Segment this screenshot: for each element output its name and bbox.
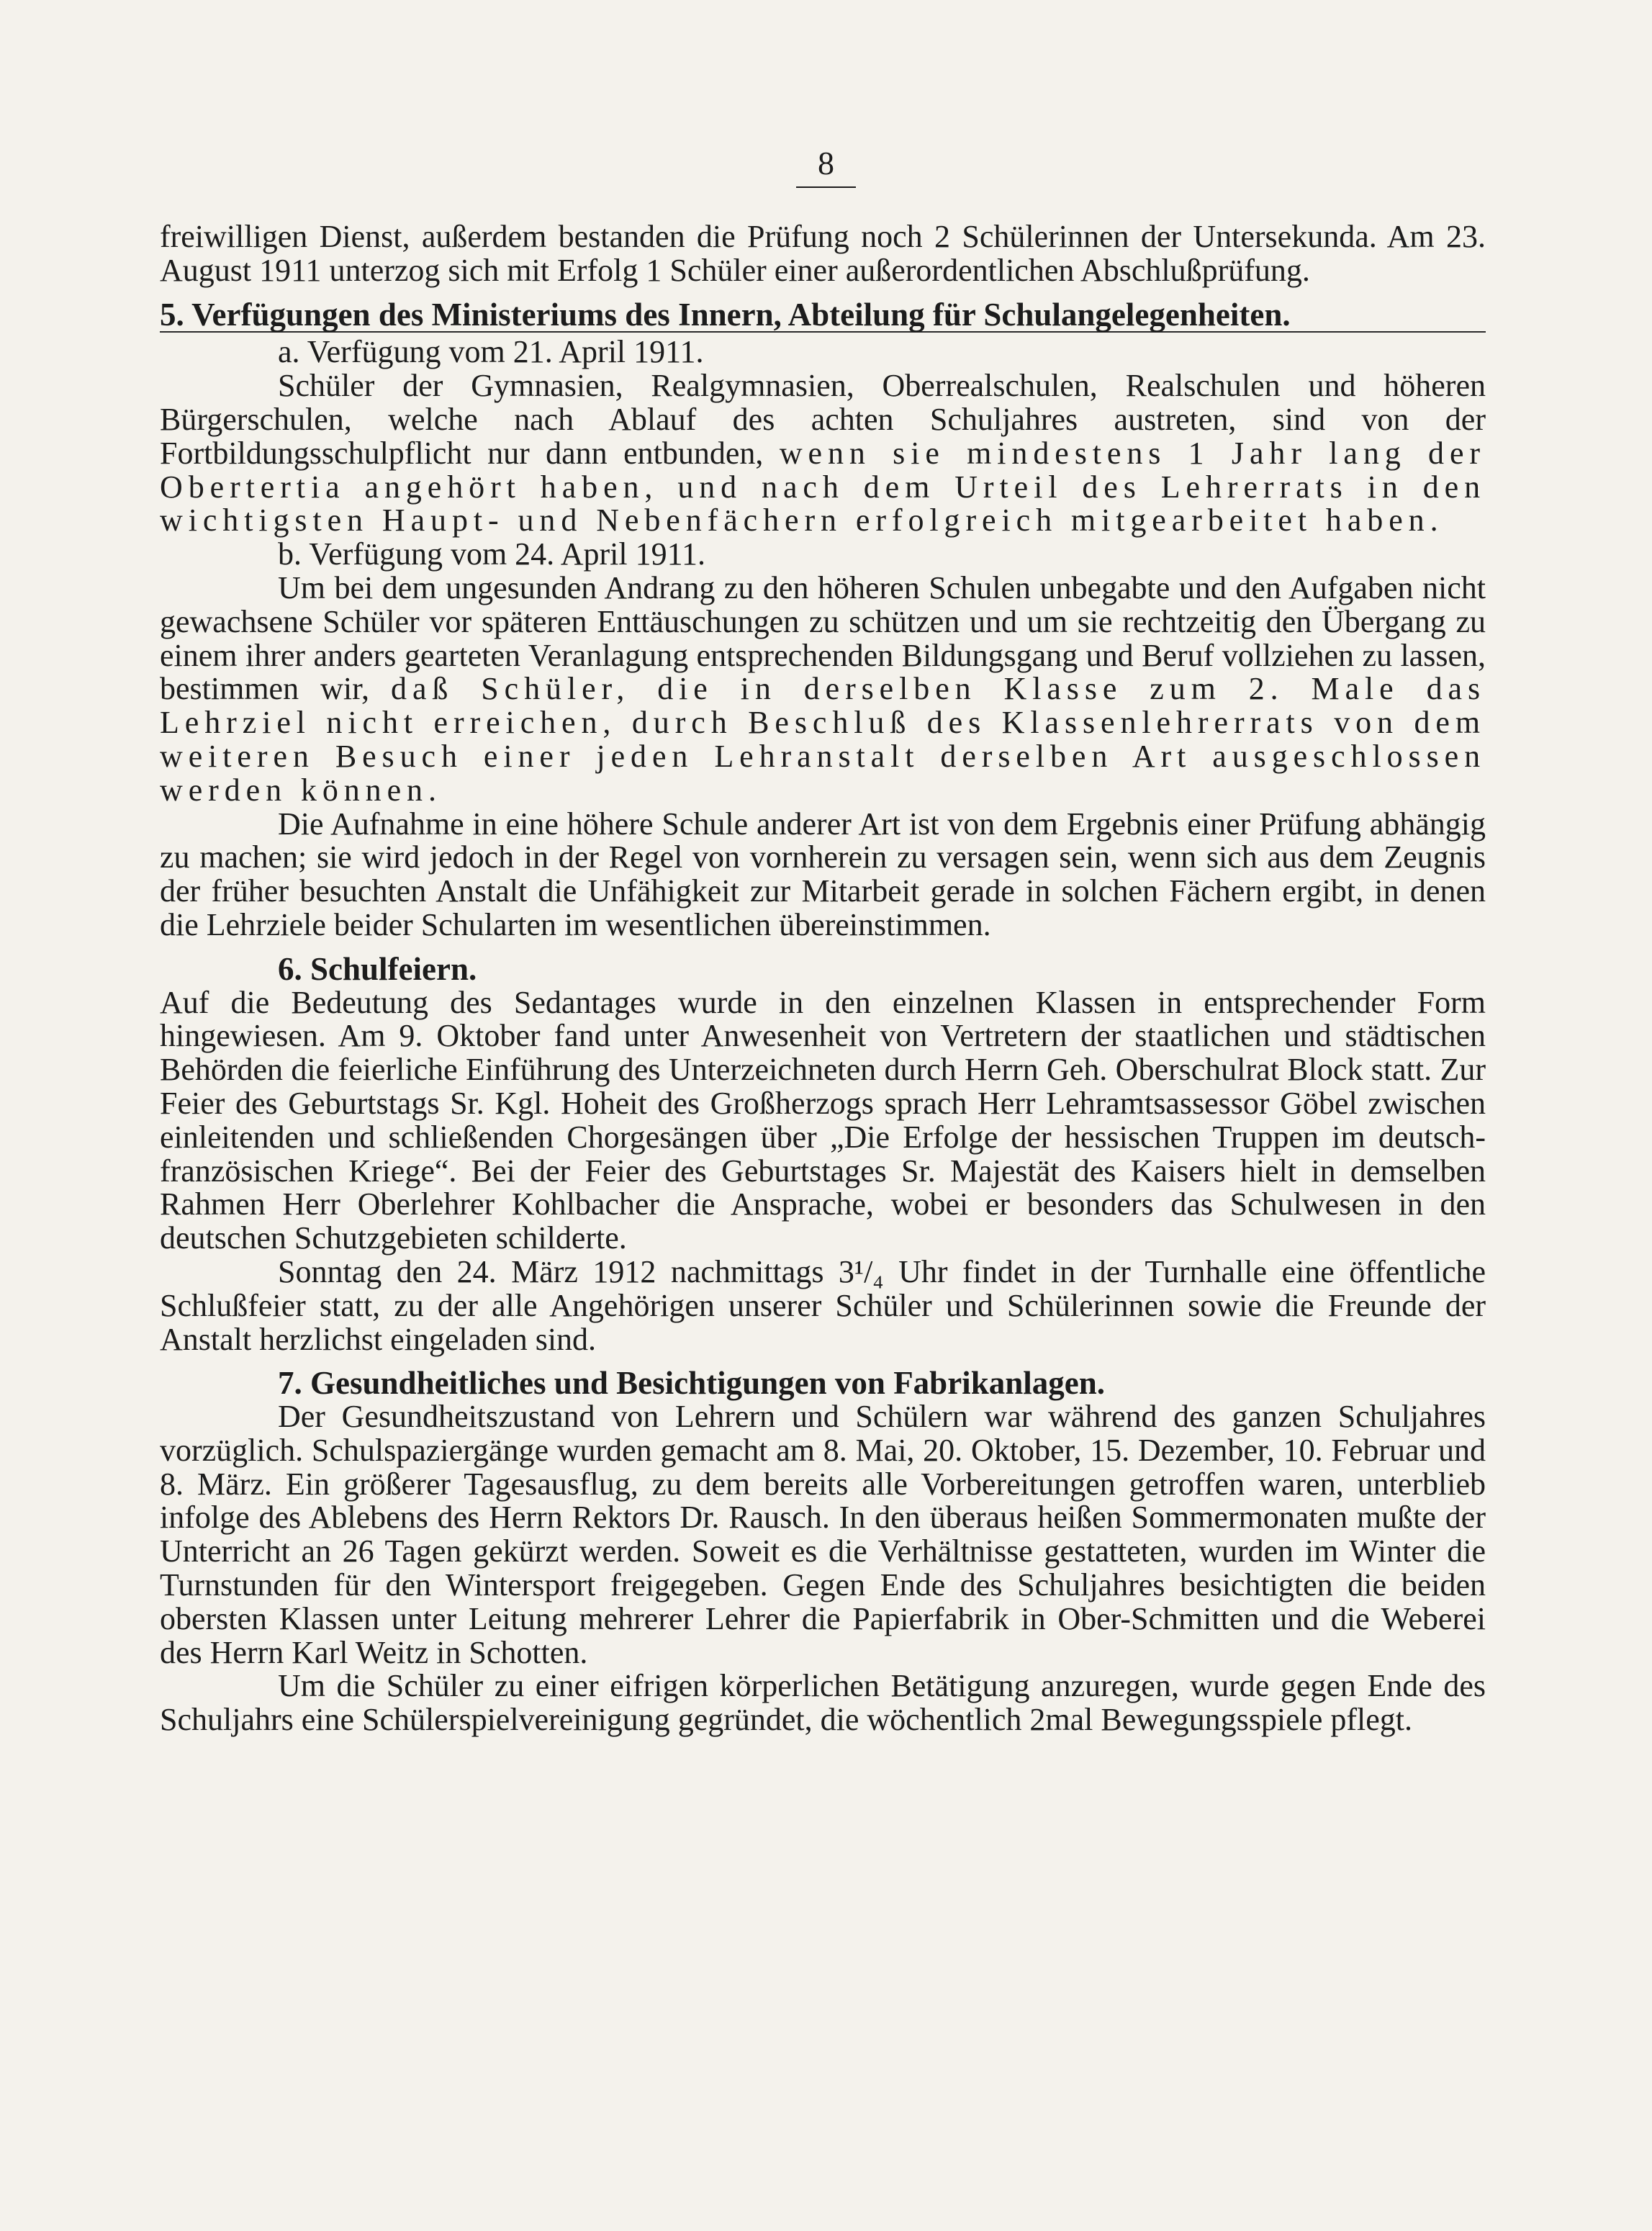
decree-b-text-emphasis: daß Schüler, die in derselben Klasse zum 2. Male das Lehrziel nicht erreichen, durch Beschluß des Klassenlehrerrats von dem weiteren Besuch einer jeden Lehranstalt derselben Art ausgeschlossen werden können. xyxy=(160,671,1486,808)
decree-a-title: a. Verfügung vom 21. April 1911. xyxy=(278,334,704,370)
decree-b-text xyxy=(160,569,1486,808)
section-6-paragraph-2: Sonntag den 24. März 1912 nachmittags 3¹/₄ Uhr findet in der Turnhalle eine öffentliche Schlußfeier statt, zu der alle Angehörigen unserer Schüler und Schülerinnen sowie die Freunde der Anstalt herzlichst eingeladen sind. xyxy=(160,1253,1486,1357)
decree-a-text xyxy=(160,369,1486,538)
section-5-heading: 5. Verfügungen des Ministeriums des Innern, Abteilung für Schulangelegenheiten. xyxy=(160,296,1291,333)
page-content xyxy=(160,220,1486,1737)
decree-b-text-2: Die Aufnahme in eine höhere Schule anderer Art ist von dem Ergebnis einer Prüfung abhängig zu machen; sie wird jedoch in der Regel von vornherein zu versagen sein, wenn sich aus dem Zeugnis der früher besuchten Anstalt die Unfähigkeit zur Mitarbeit gerade in solchen Fächern ergibt, in denen die Lehrziele beider Schularten im wesentlichen übereinstimmen. xyxy=(160,806,1486,942)
section-7-paragraph-1: Der Gesundheitszustand von Lehrern und Schülern war während des ganzen Schuljahres vorzüglich. Schulspaziergänge wurden gemacht am 8. Mai, 20. Oktober, 15. Dezember, 10. Februar und 8. März. Ein größerer Tagesausflug, zu dem bereits alle Vorbereitungen getroffen waren, unterblieb infolge des Ablebens des Herrn Rektors Dr. Rausch. In den überaus heißen Sommermonaten mußte der Unterricht an 26 Tagen gekürzt werden. Soweit es die Verhältnisse gestatteten, wurden im Winter die Turnstunden für den Wintersport freigegeben. Gegen Ende des Schuljahres besichtigten die beiden obersten Klassen unter Leitung mehrerer Lehrer die Papierfabrik in Ober-Schmitten und die Weberei des Herrn Karl Weitz in Schotten. xyxy=(160,1399,1486,1670)
section-6-paragraph-1: Auf die Bedeutung des Sedantages wurde in den einzelnen Klassen in entsprechender Form hingewiesen. Am 9. Oktober fand unter Anwesenheit von Vertretern der staatlichen und städtischen Behörden die feierliche Einführung des Unterzeichneten durch Herrn Geh. Oberschulrat Block statt. Zur Feier des Geburtstags Sr. Kgl. Hoheit des Großherzogs sprach Herr Lehramtsassessor Göbel zwischen einleitenden und schließenden Chorgesängen über „Die Erfolge der hessischen Truppen im deutsch-französischen Kriege“. Bei der Feier des Geburtstages Sr. Majestät des Kaisers hielt in demselben Rahmen Herr Oberlehrer Kohlbacher die Ansprache, wobei er besonders das Schulwesen in den deutschen Schutzgebieten schilderte. xyxy=(160,984,1486,1256)
page-number: 8 xyxy=(0,144,1652,188)
section-5 xyxy=(160,298,1486,942)
decree-a-text-plain: Schüler der Gymnasien, Realgymnasien, Oberrealschulen, Realschulen und höheren Bürgerschulen, welche nach Ablauf des achten Schuljahres austreten, sind von der Fortbildungsschulpflicht nur dann entbunden, xyxy=(160,368,1486,471)
section-7-paragraph-2: Um die Schüler zu einer eifrigen körperlichen Betätigung anzuregen, wurde gegen Ende des Schuljahrs eine Schülerspielvereinigung gegründet, die wöchentlich 2mal Bewegungsspiele pflegt. xyxy=(160,1668,1486,1738)
section-6-heading: 6. Schulfeiern. xyxy=(278,950,477,987)
decree-b-text-plain: Um bei dem ungesunden Andrang zu den höheren Schulen unbegabte und den Aufgaben nicht gewachsene Schüler vor späteren Enttäuschungen zu schützen und um sie rechtzeitig den Übergang zu einem ihrer anders gearteten Veranlagung entsprechenden Bildungsgang und Beruf vollziehen zu lassen, bestimmen wir, xyxy=(160,569,1486,707)
decree-b-title: b. Verfügung vom 24. April 1911. xyxy=(278,536,705,572)
intro-paragraph: freiwilligen Dienst, außerdem bestanden die Prüfung noch 2 Schülerinnen der Untersekunda. Am 23. August 1911 unterzog sich mit Erfolg 1 Schüler einer außerordentlichen Abschlußprüfung. xyxy=(160,219,1486,288)
section-7 xyxy=(160,1366,1486,1737)
decree-a-text-emphasis: wenn sie mindestens 1 Jahr lang der Obertertia angehört haben, und nach dem Urteil des Lehrerrats in den wichtigsten Haupt- und Nebenfächern erfolgreich mitgearbeitet haben. xyxy=(160,435,1486,538)
section-7-heading: 7. Gesundheitliches und Besichtigungen von Fabrikanlagen. xyxy=(278,1365,1105,1402)
section-6 xyxy=(160,952,1486,1357)
